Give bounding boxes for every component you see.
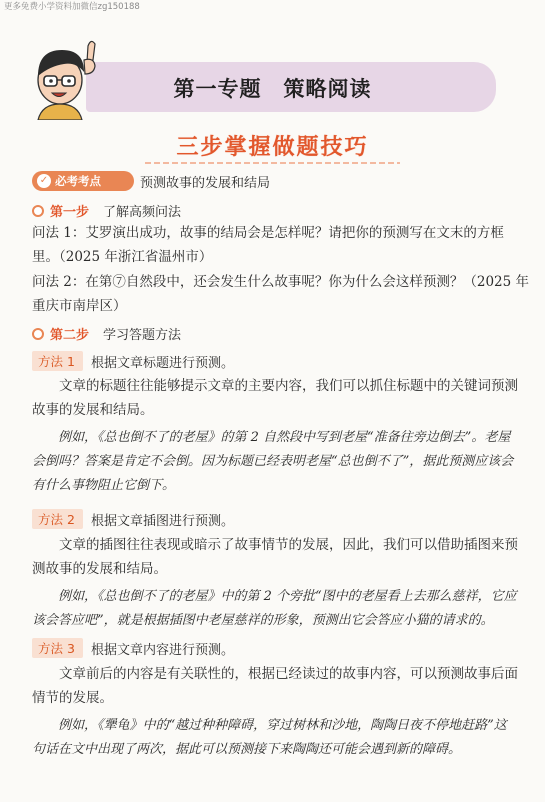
method-heading [32,351,234,371]
question-line: 重庆市南岸区） [32,298,127,314]
question-line: 里。（2025 年浙江省温州市） [32,249,213,265]
check-icon: ✓ [37,174,51,188]
method-example: 例如，《总也倒不了的老屋》中的第 2 个旁批“图中的老屋看上去那么慈祥，它应该会答应吧”，就是根据插图中老屋慈祥的形象，预测出它会答应小猫的请求的。 [32,589,517,628]
method-paragraph: 文章的插图往往表现或暗示了故事情节的发展，因此，我们可以借助插图来预测故事的发展和结局。 [32,537,518,577]
step-text: 学习答题方法 [103,328,182,343]
step-circle-icon [32,205,44,217]
method-example: 例如，《犟龟》中的“越过种种障碍，穿过树林和沙地，陶陶日夜不停地赶路”这句话在文中出现了两次，据此可以预测接下来陶陶还可能会遇到新的障碍。 [32,718,507,757]
method-heading [32,638,234,658]
step-label: 第二步 [50,328,90,343]
method-title: 根据文章插图进行预测。 [90,513,234,529]
subtitle-underline-decor [145,160,400,166]
method-badge: 方法 1 [32,351,83,371]
method-badge: 方法 3 [32,638,83,658]
method-title: 根据文章标题进行预测。 [90,355,234,371]
watermark: 更多免费小学资料加微信zg150188 [4,2,140,12]
method-badge: 方法 2 [32,509,83,529]
step-text: 了解高频问法 [103,205,182,220]
method-example: 例如，《总也倒不了的老屋》的第 2 自然段中写到老屋“准备往旁边倒去”。老屋会倒吗？答案是肯定不会倒。因为标题已经表明老屋“总也倒不了”，据此预测应该会有什么事物阻止它倒下。 [32,430,514,493]
method-paragraph: 文章的标题往往能够提示文章的主要内容，我们可以抓住标题中的关键词预测故事的发展和结局。 [32,378,518,418]
kaodian-badge [32,171,134,191]
step-two-heading [32,324,181,343]
step-one-heading [32,201,181,220]
kaodian-badge-label: 必考考点 [55,174,101,188]
question-line: 问法 1：艾罗演出成功，故事的结局会是怎样呢？请把你的预测写在文末的方框 [32,225,504,241]
question-line: 问法 2：在第⑦自然段中，还会发生什么故事呢？你为什么会这样预测？（2025 年 [32,274,530,290]
method-title: 根据文章内容进行预测。 [90,642,234,658]
method-heading [32,509,234,529]
section-subtitle: 三步掌握做题技巧 [176,135,369,160]
method-paragraph: 文章前后的内容是有关联性的，根据已经读过的故事内容，可以预测故事后面情节的发展。 [32,666,518,706]
step-label: 第一步 [50,205,90,220]
kaodian-text: 预测故事的发展和结局 [140,176,271,191]
step-circle-icon [32,328,44,340]
page-title: 第一专题 策略阅读 [173,77,372,101]
